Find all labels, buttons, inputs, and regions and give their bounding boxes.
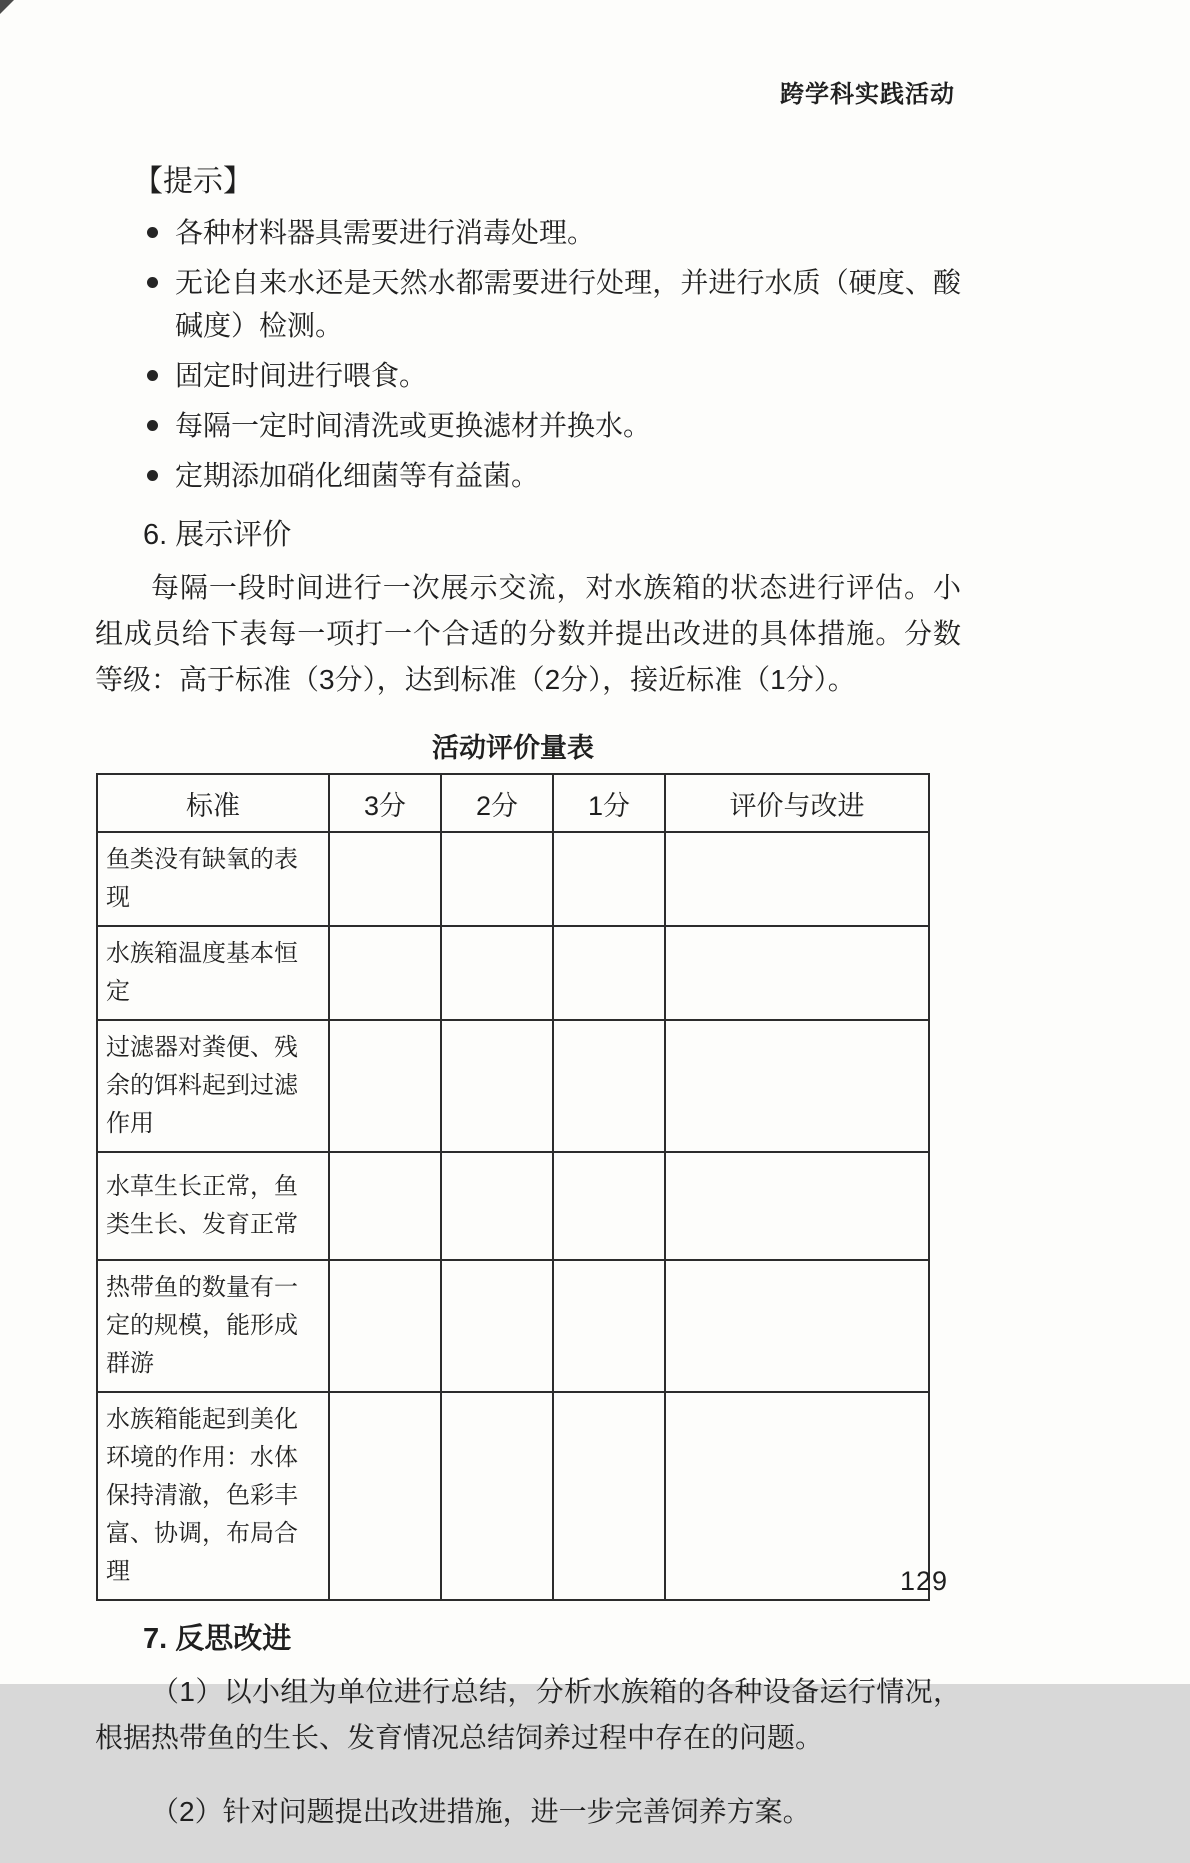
tip-item bbox=[95, 354, 961, 397]
score-1-cell bbox=[553, 1392, 665, 1600]
tips-heading: 【提示】 bbox=[133, 165, 253, 198]
tip-text: 每隔一定时间清洗或更换滤材并换水。 bbox=[175, 410, 652, 441]
score-3-cell bbox=[329, 1260, 441, 1392]
criterion-cell: 过滤器对粪便、残余的饵料起到过滤作用 bbox=[97, 1020, 329, 1152]
score-2-cell bbox=[441, 1020, 553, 1152]
page-content bbox=[95, 160, 961, 1863]
evaluation-table-title: 活动评价量表 bbox=[432, 733, 594, 763]
score-3-cell bbox=[329, 926, 441, 1020]
evaluation-table bbox=[96, 773, 930, 1601]
evaluation-cell bbox=[665, 926, 929, 1020]
table-row bbox=[97, 1260, 929, 1392]
table-row bbox=[97, 1152, 929, 1260]
bullet-icon bbox=[147, 370, 158, 381]
score-3-cell bbox=[329, 1020, 441, 1152]
bullet-icon bbox=[147, 470, 158, 481]
bullet-icon bbox=[147, 227, 158, 238]
table-row bbox=[97, 1392, 929, 1600]
score-1-cell bbox=[553, 926, 665, 1020]
evaluation-cell bbox=[665, 1392, 929, 1600]
score-1-cell bbox=[553, 1260, 665, 1392]
running-header: 跨学科实践活动 bbox=[780, 81, 955, 108]
score-3-cell bbox=[329, 1152, 441, 1260]
score-2-cell bbox=[441, 1152, 553, 1260]
criterion-cell: 水草生长正常，鱼类生长、发育正常 bbox=[97, 1152, 329, 1260]
tip-item bbox=[95, 404, 961, 447]
evaluation-cell bbox=[665, 1152, 929, 1260]
evaluation-cell bbox=[665, 1020, 929, 1152]
section-7-heading: 7. 反思改进 bbox=[143, 1623, 292, 1655]
score-2-cell bbox=[441, 832, 553, 926]
tip-text: 定期添加硝化细菌等有益菌。 bbox=[175, 460, 540, 491]
table-row bbox=[97, 1020, 929, 1152]
tip-item bbox=[95, 211, 961, 254]
evaluation-cell bbox=[665, 832, 929, 926]
header-cell-2points: 2分 bbox=[441, 774, 553, 832]
score-1-cell bbox=[553, 1020, 665, 1152]
section-6-paragraph: 每隔一段时间进行一次展示交流，对水族箱的状态进行评估。小组成员给下表每一项打一个合适的分数并提出改进的具体措施。分数等级：高于标准（3分），达到标准（2分），接近标准（1分）。 bbox=[95, 572, 961, 695]
table-row bbox=[97, 832, 929, 926]
header-cell-criterion: 标准 bbox=[97, 774, 329, 832]
criterion-cell: 鱼类没有缺氧的表现 bbox=[97, 832, 329, 926]
table-header-row bbox=[97, 774, 929, 832]
bullet-icon bbox=[147, 420, 158, 431]
evaluation-cell bbox=[665, 1260, 929, 1392]
score-1-cell bbox=[553, 832, 665, 926]
bullet-icon bbox=[147, 277, 158, 288]
tips-list bbox=[95, 211, 961, 497]
criterion-cell: 热带鱼的数量有一定的规模，能形成群游 bbox=[97, 1260, 329, 1392]
scan-artifact bbox=[0, 0, 14, 14]
header-cell-3points: 3分 bbox=[329, 774, 441, 832]
header-cell-1point: 1分 bbox=[553, 774, 665, 832]
score-2-cell bbox=[441, 1392, 553, 1600]
tip-item bbox=[95, 261, 961, 347]
tip-item bbox=[95, 454, 961, 497]
tip-text: 无论自来水还是天然水都需要进行处理，并进行水质（硬度、酸碱度）检测。 bbox=[175, 267, 961, 341]
table-row bbox=[97, 926, 929, 1020]
score-3-cell bbox=[329, 1392, 441, 1600]
tip-text: 各种材料器具需要进行消毒处理。 bbox=[175, 217, 596, 248]
section-7-paragraph-1: （1）以小组为单位进行总结，分析水族箱的各种设备运行情况，根据热带鱼的生长、发育情况总结饲养过程中存在的问题。 bbox=[95, 1676, 961, 1753]
section-6-heading: 6. 展示评价 bbox=[143, 519, 292, 551]
page-number: 129 bbox=[899, 1566, 948, 1596]
header-cell-evaluation: 评价与改进 bbox=[665, 774, 929, 832]
score-2-cell bbox=[441, 926, 553, 1020]
score-3-cell bbox=[329, 832, 441, 926]
evaluation-table-block bbox=[96, 731, 930, 1601]
score-2-cell bbox=[441, 1260, 553, 1392]
section-7-paragraph-2: （2）针对问题提出改进措施，进一步完善饲养方案。 bbox=[151, 1796, 811, 1827]
criterion-cell: 水族箱能起到美化环境的作用：水体保持清澈，色彩丰富、协调，布局合理 bbox=[97, 1392, 329, 1600]
criterion-cell: 水族箱温度基本恒定 bbox=[97, 926, 329, 1020]
score-1-cell bbox=[553, 1152, 665, 1260]
tip-text: 固定时间进行喂食。 bbox=[175, 360, 428, 391]
